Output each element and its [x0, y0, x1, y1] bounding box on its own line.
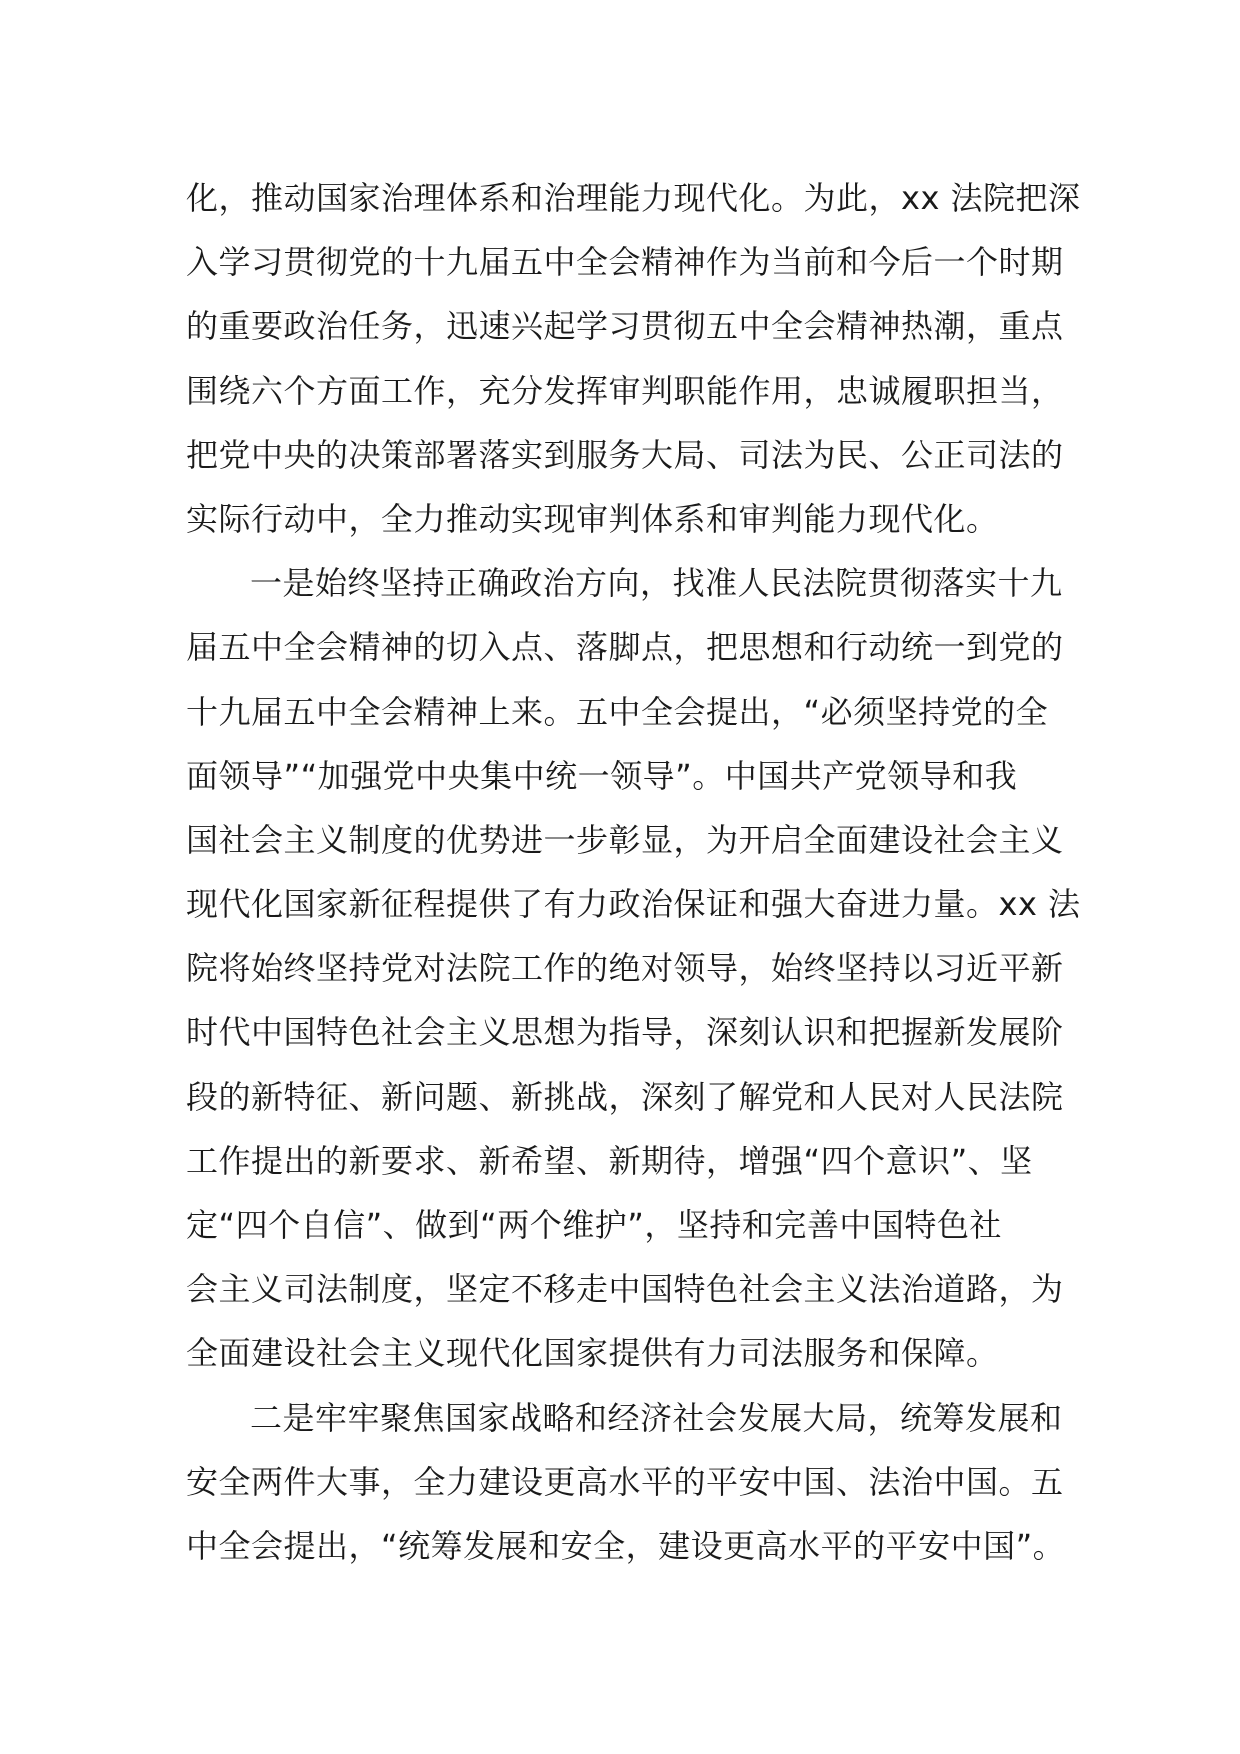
- text-line: 时代中国特色社会主义思想为指导，深刻认识和把握新发展阶: [186, 1013, 1064, 1052]
- text-line: 定“四个自信”、做到“两个维护”，坚持和完善中国特色社: [186, 1206, 1002, 1244]
- text-line: 中全会提出，“统筹发展和安全，建设更高水平的平安中国”。: [186, 1526, 1066, 1565]
- paragraph-first-line: 一是始终坚持正确政治方向，找准人民法院贯彻落实十九: [250, 564, 1063, 603]
- text-line: 会主义司法制度，坚定不移走中国特色社会主义法治道路，为: [186, 1270, 1064, 1309]
- text-line: 实际行动中，全力推动实现审判体系和审判能力现代化。: [186, 499, 999, 538]
- paragraph-first-line: 二是牢牢聚焦国家战略和经济社会发展大局，统筹发展和: [250, 1398, 1063, 1437]
- text-line: 现代化国家新征程提供了有力政治保证和强大奋进力量。xx 法: [186, 885, 1081, 924]
- body-text: [186, 166, 1081, 1578]
- text-line: 工作提出的新要求、新希望、新期待，增强“四个意识”、坚: [186, 1141, 1033, 1180]
- text-line: 国社会主义制度的优势进一步彰显，为开启全面建设社会主义: [186, 820, 1064, 859]
- text-line: 化，推动国家治理体系和治理能力现代化。为此，xx 法院把深: [186, 179, 1081, 217]
- text-line: 安全两件大事，全力建设更高水平的平安中国、法治中国。五: [186, 1462, 1064, 1501]
- text-line: 届五中全会精神的切入点、落脚点，把思想和行动统一到党的: [186, 628, 1064, 667]
- text-line: 的重要政治任务，迅速兴起学习贯彻五中全会精神热潮，重点: [186, 307, 1064, 346]
- text-line: 十九届五中全会精神上来。五中全会提出，“必须坚持党的全: [186, 692, 1049, 731]
- text-line: 全面建设社会主义现代化国家提供有力司法服务和保障。: [186, 1334, 999, 1373]
- text-line: 入学习贯彻党的十九届五中全会精神作为当前和今后一个时期: [186, 243, 1064, 282]
- text-line: 面领导”“加强党中央集中统一领导”。中国共产党领导和我: [186, 756, 1018, 795]
- text-line: 段的新特征、新问题、新挑战，深刻了解党和人民对人民法院: [186, 1077, 1064, 1116]
- text-line: 把党中央的决策部署落实到服务大局、司法为民、公正司法的: [186, 435, 1064, 474]
- text-line: 围绕六个方面工作，充分发挥审判职能作用，忠诚履职担当，: [186, 371, 1064, 410]
- text-line: 院将始终坚持党对法院工作的绝对领导，始终坚持以习近平新: [186, 949, 1064, 988]
